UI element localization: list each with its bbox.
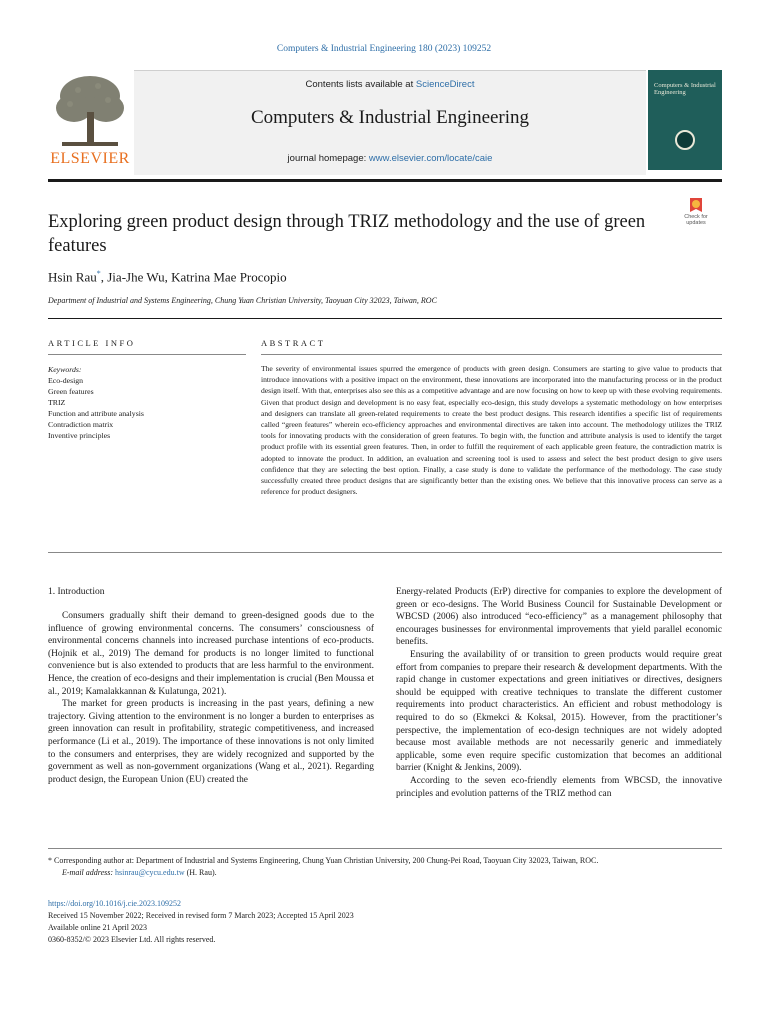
article-info-heading: ARTICLE INFO — [48, 338, 136, 348]
check-updates-icon — [676, 196, 716, 214]
keyword-item: TRIZ — [48, 398, 66, 407]
article-info-rule — [48, 354, 246, 355]
article-title: Exploring green product design through TRIZ methodology and the use of green features — [48, 212, 646, 256]
email-link[interactable]: hsinrau@cycu.edu.tw — [115, 867, 185, 877]
keyword-item: Contradiction matrix — [48, 420, 114, 429]
journal-cover[interactable] — [648, 70, 722, 170]
check-updates-label: Check for updates — [684, 214, 708, 226]
corresponding-mark[interactable]: * — [96, 269, 101, 278]
introduction-heading: 1. Introduction — [48, 587, 105, 597]
corresponding-author-note: * Corresponding author at: Department of Industrial and Systems Engineering, Chung Yuan Christian University, 200 Chung-Pei Road, Taoyuan City 32023, Taiwan, ROC. — [48, 856, 599, 865]
publisher-name: ELSEVIER — [50, 150, 130, 167]
header-rule — [48, 179, 722, 182]
homepage-link[interactable]: www.elsevier.com/locate/caie — [368, 153, 493, 164]
check-for-updates-badge[interactable] — [676, 196, 716, 240]
banner-center — [134, 70, 646, 175]
section-rule — [48, 318, 722, 319]
homepage-prefix: journal homepage: — [287, 153, 369, 164]
keyword-item: Inventive principles — [48, 431, 111, 440]
author-name[interactable]: Katrina Mae Procopio — [171, 269, 287, 285]
keyword-item: Function and attribute analysis — [48, 409, 144, 418]
journal-title: Computers & Industrial Engineering — [250, 107, 530, 128]
cover-title: Computers & Industrial Engineering — [654, 82, 716, 96]
cover-emblem — [675, 130, 695, 150]
abstract-text: The severity of environmental issues spurred the emergence of products with green design. Consumers are starting to give value to products that introduce innovations with a positive impact on the environment, these innovations are incorporated into the manufacturing process or in the product design itself. With that, enterprises also see this as a competitive advantage and are now focusing on how to keep up with these evolving requirements. Given that product design and development is no easy feat, especially eco-design, this study develops a systematic methodology on how enterprises and designers can translate all green-related requirements to create the best product designs. This research identifies a specific list of requirements called “green features” wherein eco-efficiency approaches and environmental directives are taken into account. The methodology utilizes the TRIZ tools for innovating products with the consideration of green features. To begin with, the function and attribute analysis is used to identify the target product profile with its essential green features. Then, in order to fulfill the requirement of each applicable green feature, the contradiction matrix is adopted to innovate the product. In addition, an evaluation and screening tool is used to assess and select the best product design to give users confidence that they are selecting the best option. Finally, a case study is done to validate the performance of the methodology. The case study successfully created three product designs that are significantly better than the existing ones. We believe that this innovative process can serve as a reference for product designers. — [261, 364, 722, 497]
contents-prefix: Contents lists available at — [305, 79, 416, 90]
received-dates: Received 15 November 2022; Received in revised form 7 March 2023; Accepted 15 April 2023 — [48, 911, 354, 920]
body-paragraph: Energy-related Products (ErP) directive for companies to explore the development of green or eco-designs. The World Business Council for Sustainable Development or WBCSD (2006) also introduced “eco-efficiency” as a management philosophy that encourages businesses for environmental improvements that yield parallel economic benefits. — [396, 587, 722, 648]
author-list: Hsin Rau*, Jia-Jhe Wu, Katrina Mae Procopio — [48, 269, 287, 285]
email-suffix: (H. Rau). — [186, 867, 217, 877]
available-online: Available online 21 April 2023 — [48, 923, 147, 932]
footnote-rule — [48, 848, 722, 849]
keyword-item: Eco-design — [48, 376, 84, 385]
copyright: 0360-8352/© 2023 Elsevier Ltd. All rights reserved. — [48, 935, 216, 944]
doi-link[interactable]: https://doi.org/10.1016/j.cie.2023.109252 — [48, 899, 181, 908]
abstract-heading: ABSTRACT — [261, 338, 326, 348]
email-line — [48, 867, 722, 879]
publication-info — [48, 898, 722, 946]
sciencedirect-link[interactable]: ScienceDirect — [415, 79, 475, 90]
journal-banner — [48, 70, 722, 174]
body-paragraph: The market for green products is increasing in the past years, defining a new trajectory. Giving attention to the environment is no longer a burden to enterprises as green innovation can result in profitability, strategic competitiveness, and increased performance (Li et al., 2019). The importance of these innovations is not only limited to the consumers and enterprises, they are widely recognized and supported by the government as well as non-government organizations (Wang et al., 2021). Regarding product design, the European Union (EU) created the — [48, 699, 374, 785]
affiliation: Department of Industrial and Systems Engineering, Chung Yuan Christian University, Taoyuan City 32023, Taiwan, ROC — [48, 296, 437, 305]
keywords-label: Keywords: — [48, 365, 82, 374]
body-paragraph: Ensuring the availability of or transition to green products would require great effort from companies to prepare their research & development departments. With the rapid change in customer expectations and green initiatives or directives, designers should be equipped with creative techniques to translate the different customer requirements into product characteristics. An efficient and robust methodology is required to do so (Ekmekci & Koksal, 2015). However, from the practitioner’s perspective, the implementation of eco-design techniques are not widely adopted because most available methods are not necessarily generic and immediately applicable, some even require specific customization that becomes an additional barrier (Knight & Jenkins, 2009). — [396, 649, 722, 774]
abstract-rule — [261, 354, 722, 355]
body-column-left — [48, 610, 374, 786]
body-paragraph: According to the seven eco-friendly elements from WBCSD, the innovative principles and evolution patterns of the TRIZ method can — [396, 775, 722, 799]
keywords-block — [48, 364, 246, 441]
email-label: E-mail address: — [62, 867, 114, 877]
body-paragraph: Consumers gradually shift their demand to green-designed goods due to the influence of growing environmental concerns. The consumers’ consciousness of environmental concerns channels into increased purchase intentions of eco-products. (Hojnik et al., 2019) The demand for products is no longer limited to functional convenience but is also extended to products that are less harmful to the environment. Hence, the creation of eco-designs and their implementation is crucial (Ben Moussa et al., 2019; Kamalakkannan & Kulatunga, 2021). — [48, 611, 374, 697]
author-name[interactable]: Hsin Rau — [48, 269, 97, 285]
contents-line — [134, 79, 646, 90]
keyword-item: Green features — [48, 387, 94, 396]
journal-reference[interactable]: Computers & Industrial Engineering 180 (2023) 109252 — [276, 44, 492, 54]
body-column-right — [396, 586, 722, 800]
footnote — [48, 855, 722, 878]
body-rule — [48, 552, 722, 553]
homepage-line — [134, 153, 646, 164]
author-name[interactable]: Jia-Jhe Wu — [107, 269, 165, 285]
